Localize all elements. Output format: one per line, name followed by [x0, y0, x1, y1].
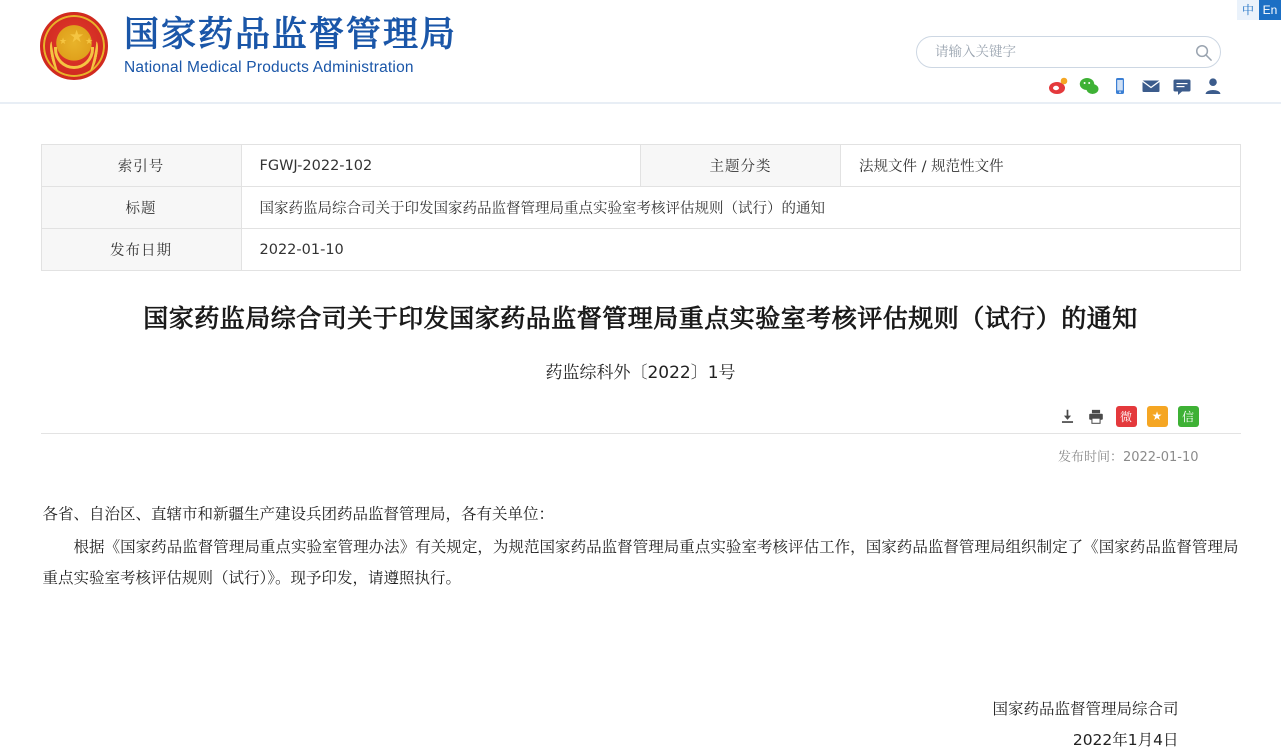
- mail-icon[interactable]: [1141, 76, 1161, 96]
- signature-organization: 国家药品监督管理局综合司: [992, 700, 1179, 718]
- download-icon[interactable]: [1058, 405, 1078, 427]
- brand-title-cn: 国家药品监督管理局: [124, 14, 458, 55]
- print-icon[interactable]: [1086, 405, 1106, 427]
- language-switch[interactable]: [1237, 0, 1281, 20]
- share-weibo-icon[interactable]: 微: [1116, 406, 1137, 427]
- body-paragraph-1: 根据《国家药品监督管理局重点实验室管理办法》有关规定，为规范国家药品监督管理局重点实验室考核评估工作，国家药品监督管理局组织制定了《国家药品监督管理局重点实验室考核评估规则（试行）》。现予印发，请遵照执行。: [42, 538, 1239, 587]
- brand-title-en: National Medical Products Administration: [124, 59, 414, 77]
- lang-en-button[interactable]: En: [1259, 0, 1281, 20]
- search-input[interactable]: [933, 43, 1192, 61]
- document-number: 药监综科外〔2022〕1号: [545, 363, 736, 383]
- share-wechat-icon[interactable]: 信: [1178, 406, 1199, 427]
- social-links[interactable]: [1048, 76, 1223, 96]
- emblem-star-left: ★: [59, 36, 68, 46]
- table-row: [41, 145, 1240, 187]
- page-title: 国家药监局综合司关于印发国家药品监督管理局重点实验室考核评估规则（试行）的通知: [143, 304, 1138, 333]
- wechat-icon[interactable]: [1079, 76, 1099, 96]
- meta-label-category: 主题分类: [641, 145, 841, 187]
- document-signature: [41, 694, 1241, 756]
- site-brand[interactable]: [40, 12, 457, 80]
- site-header: [0, 0, 1281, 104]
- national-emblem-icon: [40, 12, 108, 80]
- meta-label-date: 发布日期: [41, 229, 241, 271]
- table-row: [41, 187, 1240, 229]
- document-toolbar[interactable]: [41, 405, 1241, 434]
- user-icon[interactable]: [1203, 76, 1223, 96]
- message-icon[interactable]: [1172, 76, 1192, 96]
- meta-label-title: 标题: [41, 187, 241, 229]
- publish-time: 发布时间：2022-01-10: [1057, 450, 1199, 465]
- share-favorite-icon[interactable]: ★: [1147, 406, 1168, 427]
- weibo-icon[interactable]: [1048, 76, 1068, 96]
- table-row: [41, 229, 1240, 271]
- meta-value-date: 2022-01-10: [241, 229, 1240, 271]
- emblem-star-main: ★: [69, 27, 85, 46]
- lang-cn-button[interactable]: 中: [1237, 0, 1259, 20]
- mobile-icon[interactable]: [1110, 76, 1130, 96]
- emblem-star-right: ★: [85, 36, 94, 46]
- search-icon[interactable]: [1192, 41, 1214, 63]
- signature-date: 2022年1月4日: [1072, 731, 1179, 749]
- document-body: [41, 499, 1241, 594]
- meta-value-category: 法规文件 / 规范性文件: [841, 145, 1241, 187]
- meta-value-index: FGWJ-2022-102: [241, 145, 641, 187]
- page-content: [41, 144, 1241, 756]
- document-metadata-table: [41, 144, 1241, 271]
- meta-label-index: 索引号: [41, 145, 241, 187]
- brand-text: [124, 15, 457, 77]
- meta-value-title: 国家药监局综合司关于印发国家药品监督管理局重点实验室考核评估规则（试行）的通知: [241, 187, 1240, 229]
- body-paragraph-salutation: 各省、自治区、直辖市和新疆生产建设兵团药品监督管理局，各有关单位：: [42, 505, 555, 523]
- search-box[interactable]: [916, 36, 1221, 68]
